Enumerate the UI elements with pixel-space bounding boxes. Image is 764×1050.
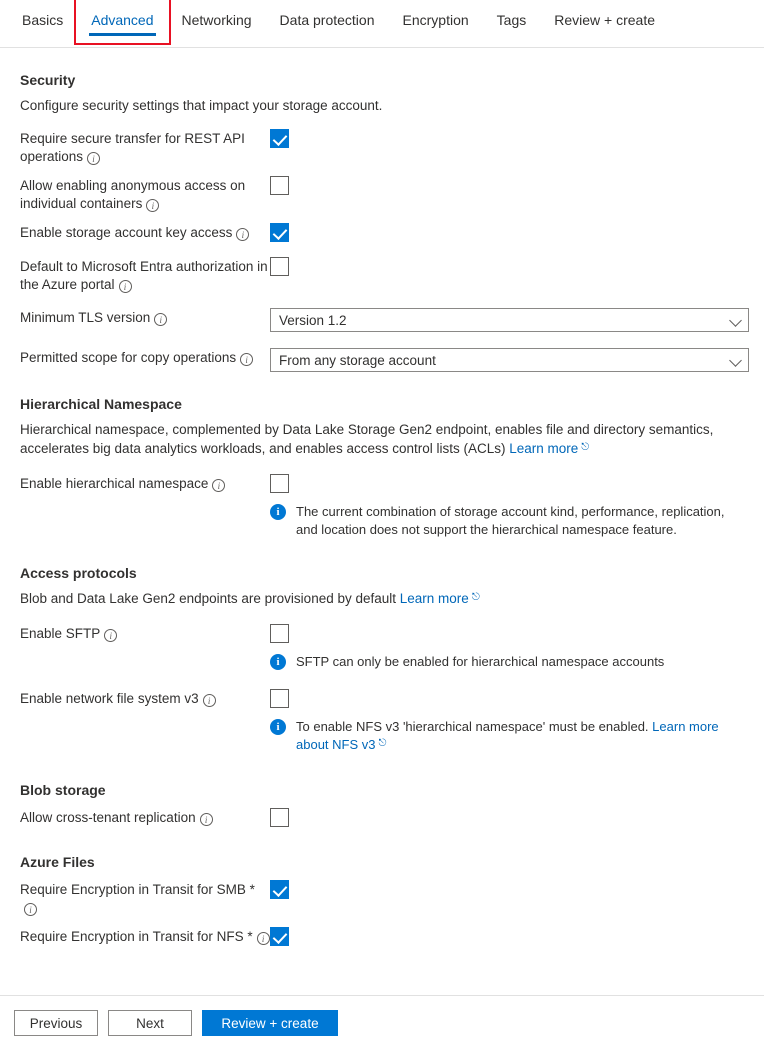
info-circle-icon: i xyxy=(270,719,286,735)
info-icon[interactable]: i xyxy=(119,280,132,293)
row-require-secure-transfer xyxy=(20,129,748,166)
access-protocols-learn-more-link[interactable]: Learn more xyxy=(399,591,469,606)
tab-basics-label: Basics xyxy=(22,12,64,28)
section-title-security: Security xyxy=(20,72,76,88)
checkbox-default-entra-authorization[interactable] xyxy=(270,257,289,276)
select-permitted-scope-copy[interactable] xyxy=(270,348,749,372)
note-nfs-v3 xyxy=(270,718,748,756)
note-sftp xyxy=(270,653,748,671)
row-minimum-tls-version-label: Minimum TLS version i xyxy=(20,308,270,327)
section-title-azure-files: Azure Files xyxy=(20,854,95,870)
external-link-icon: ⎋ xyxy=(378,738,387,749)
hierarchical-learn-more-link[interactable]: Learn more xyxy=(509,441,579,456)
info-icon[interactable]: i xyxy=(203,694,216,707)
info-icon[interactable]: i xyxy=(240,353,253,366)
wizard-footer xyxy=(0,995,764,1050)
row-permitted-scope-copy-label: Permitted scope for copy operations i xyxy=(20,348,270,367)
row-allow-cross-tenant-replication xyxy=(20,808,748,832)
info-icon[interactable]: i xyxy=(236,228,249,241)
tab-data-protection-label: Data protection xyxy=(279,12,375,28)
section-desc-access-protocols: Blob and Data Lake Gen2 endpoints are provisioned by default Learn more ⎋ xyxy=(20,589,748,610)
next-button[interactable]: Next xyxy=(108,1010,192,1036)
note-nfs-v3-text: To enable NFS v3 'hierarchical namespace' must be enabled. Learn more about NFS v3 ⎋ xyxy=(296,719,719,752)
info-icon[interactable]: i xyxy=(87,152,100,165)
info-icon[interactable]: i xyxy=(200,813,213,826)
row-require-encryption-smb xyxy=(20,880,748,917)
row-minimum-tls-version xyxy=(20,308,748,332)
row-require-secure-transfer-label: Require secure transfer for REST API operations i xyxy=(20,131,245,164)
tab-encryption[interactable] xyxy=(389,0,483,42)
info-circle-icon: i xyxy=(270,654,286,670)
external-link-icon: ⎋ xyxy=(581,442,590,453)
review-create-button[interactable]: Review + create xyxy=(202,1010,338,1036)
tab-networking-label: Networking xyxy=(181,12,252,28)
row-require-encryption-smb-label: Require Encryption in Transit for SMB *i xyxy=(20,882,255,915)
chevron-down-icon xyxy=(730,314,742,326)
checkbox-require-encryption-nfs[interactable] xyxy=(270,927,289,946)
row-permitted-scope-copy xyxy=(20,348,748,372)
checkbox-enable-sftp[interactable] xyxy=(270,624,289,643)
section-desc-hierarchical-namespace: Hierarchical namespace, complemented by Data Lake Storage Gen2 endpoint, enables file and directory semantics, accelerates big data analytics workloads, and enables access control lists (ACLs) Learn more ⎋ xyxy=(20,422,714,456)
row-default-entra-authorization-label: Default to Microsoft Entra authorization in the Azure portal i xyxy=(20,259,268,292)
checkbox-require-secure-transfer[interactable] xyxy=(270,129,289,148)
row-enable-sftp-label: Enable SFTP i xyxy=(20,624,270,643)
note-hierarchical-namespace-text: The current combination of storage account kind, performance, replication, and location does not support the hierarchical namespace feature. xyxy=(296,504,725,537)
row-require-encryption-nfs xyxy=(20,927,748,951)
info-icon[interactable]: i xyxy=(146,199,159,212)
tab-advanced[interactable] xyxy=(77,0,167,42)
row-require-encryption-nfs-label: Require Encryption in Transit for NFS * i xyxy=(20,927,270,946)
tab-tags-label: Tags xyxy=(496,12,527,28)
row-enable-hierarchical-namespace-label: Enable hierarchical namespace i xyxy=(20,474,270,493)
info-icon[interactable]: i xyxy=(257,932,270,945)
section-title-blob-storage: Blob storage xyxy=(20,782,106,798)
previous-button[interactable]: Previous xyxy=(14,1010,98,1036)
note-sftp-text: SFTP can only be enabled for hierarchical namespace accounts xyxy=(296,654,665,669)
tab-active-underline xyxy=(89,33,155,36)
section-title-hierarchical-namespace: Hierarchical Namespace xyxy=(20,396,182,412)
select-permitted-scope-copy-value: From any storage account xyxy=(279,352,436,368)
row-enable-key-access xyxy=(20,223,748,247)
row-default-entra-authorization xyxy=(20,257,748,294)
tab-advanced-label: Advanced xyxy=(91,12,154,28)
row-enable-key-access-label: Enable storage account key access i xyxy=(20,223,270,242)
checkbox-require-encryption-smb[interactable] xyxy=(270,880,289,899)
row-allow-anonymous-access xyxy=(20,176,748,213)
row-enable-hierarchical-namespace xyxy=(20,474,748,543)
note-hierarchical-namespace xyxy=(270,503,748,539)
tab-review-create[interactable] xyxy=(540,0,669,42)
tab-tags[interactable] xyxy=(483,0,541,42)
row-enable-sftp xyxy=(20,624,748,675)
info-icon[interactable]: i xyxy=(212,479,225,492)
section-title-access-protocols: Access protocols xyxy=(20,565,137,581)
checkbox-enable-key-access[interactable] xyxy=(270,223,289,242)
tab-networking[interactable] xyxy=(168,0,266,42)
info-icon[interactable]: i xyxy=(104,629,117,642)
row-enable-nfs-v3 xyxy=(20,689,748,760)
row-allow-cross-tenant-replication-label: Allow cross-tenant replication i xyxy=(20,808,270,827)
select-minimum-tls-version[interactable] xyxy=(270,308,749,332)
tab-data-protection[interactable] xyxy=(266,0,389,42)
select-minimum-tls-version-value: Version 1.2 xyxy=(279,312,347,328)
checkbox-allow-anonymous-access[interactable] xyxy=(270,176,289,195)
info-icon[interactable]: i xyxy=(154,313,167,326)
form-content xyxy=(0,48,764,1003)
checkbox-enable-hierarchical-namespace[interactable] xyxy=(270,474,289,493)
section-desc-security: Configure security settings that impact your storage account. xyxy=(20,98,383,113)
wizard-tabs xyxy=(0,0,764,48)
chevron-down-icon xyxy=(730,354,742,366)
checkbox-enable-nfs-v3[interactable] xyxy=(270,689,289,708)
info-circle-icon: i xyxy=(270,504,286,520)
tab-basics[interactable] xyxy=(8,0,77,42)
row-allow-anonymous-access-label: Allow enabling anonymous access on individual containers i xyxy=(20,178,246,211)
nfs-v3-learn-more-link[interactable]: Learn more about NFS v3 xyxy=(296,719,719,752)
row-enable-nfs-v3-label: Enable network file system v3 i xyxy=(20,689,270,708)
checkbox-allow-cross-tenant-replication[interactable] xyxy=(270,808,289,827)
tab-review-create-label: Review + create xyxy=(554,12,656,28)
info-icon[interactable]: i xyxy=(24,903,37,916)
external-link-icon: ⎋ xyxy=(471,592,480,603)
tab-encryption-label: Encryption xyxy=(402,12,469,28)
